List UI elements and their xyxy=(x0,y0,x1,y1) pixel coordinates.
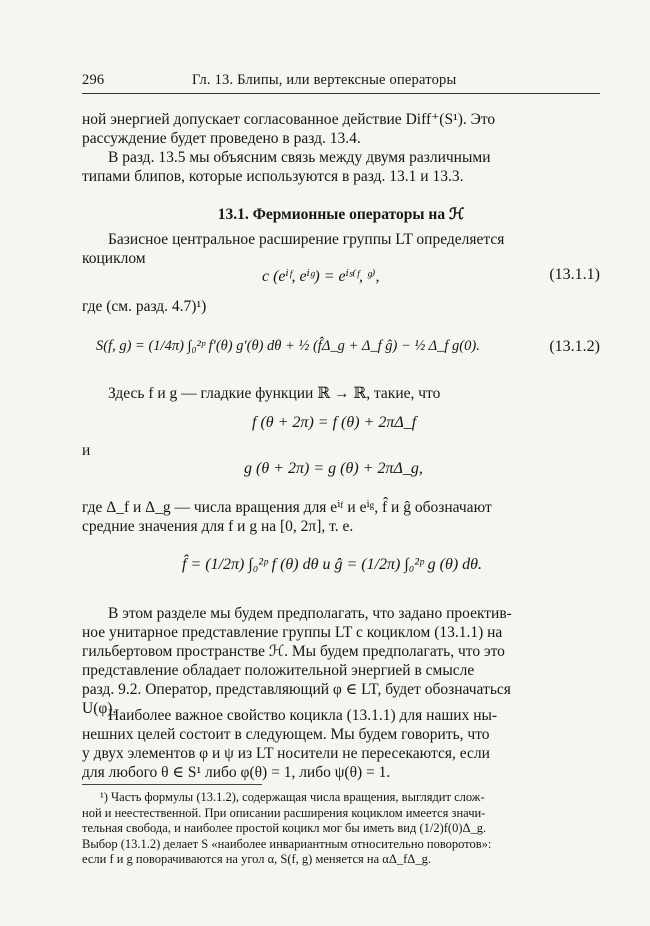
section-heading: 13.1. Фермионные операторы на ℋ xyxy=(217,206,465,223)
equation-number: (13.1.2) xyxy=(549,338,600,355)
equation-formula: f (θ + 2π) = f (θ) + 2πΔ_f xyxy=(252,414,417,431)
equation-g-periodicity xyxy=(82,460,600,482)
paragraph-cocycle-intro: Базисное центральное расширение группы LT определяется коциклом xyxy=(82,231,505,267)
footnote-rule xyxy=(82,784,262,785)
equation-formula: c (eⁱᶠ, eⁱᵍ) = eⁱˢ⁽ᶠ, ᵍ⁾, xyxy=(262,268,380,285)
equation-13-1-1 xyxy=(82,266,600,288)
equation-formula: f̂ = (1/2π) ∫₀²ᵖ f (θ) dθ и ĝ = (1/2π) ∫₀²ᵖ g (θ) dθ. xyxy=(182,556,482,573)
equation-mean-values xyxy=(82,556,600,582)
paragraph-cocycle-property: Наиболее важное свойство коцикла (13.1.1) для наших ны- нешних целей состоит в следующем. Мы будем говорить, что у двух элементов φ и ψ из LT носители не пересекаются, если для любого θ ∈ S¹ либо φ(θ) = 1, либо ψ(θ) = 1. xyxy=(82,707,498,781)
paragraph-continuation: ной энергией допускает согласованное действие Diff⁺(S¹). Это рассуждение будет проведено в разд. 13.4. xyxy=(82,111,496,147)
footnote: ¹) Часть формулы (13.1.2), содержащая числа вращения, выглядит слож- ной и неестественной. При описании расширения коциклом имеется значи- тельная свобода, и наиболее простой коцикл мог бы иметь вид (1/2)f(0)Δ_g. Выбор (13.1.2) делает S «наиболее инвариантным относительно поворотов»: если f и g поворачиваются на угол α, S(f, g) меняется на αΔ_fΔ_g. xyxy=(82,790,492,866)
page-number: 296 xyxy=(82,72,105,88)
equation-formula: S(f, g) = (1/4π) ∫₀²ᵖ f′(θ) g′(θ) dθ + ½ (f̂Δ_g + Δ_f ĝ) − ½ Δ_f g(0). xyxy=(96,338,480,354)
equation-13-1-2 xyxy=(82,338,600,364)
text-where: где (см. разд. 4.7)¹) xyxy=(82,298,207,315)
text-and: и xyxy=(82,442,91,459)
equation-number: (13.1.1) xyxy=(549,266,600,283)
paragraph-rotation-numbers: где Δ_f и Δ_g — числа вращения для eⁱᶠ и eⁱᵍ, f̂ и ĝ обозначают средние значения для f и g на [0, 2π], т. е. xyxy=(82,499,492,535)
paragraph-section-links: В разд. 13.5 мы объясним связь между двумя различными типами блипов, которые используются в разд. 13.1 и 13.3. xyxy=(82,149,491,185)
running-title: Гл. 13. Блипы, или вертексные операторы xyxy=(192,72,457,88)
paragraph-smooth-functions: Здесь f и g — гладкие функции ℝ → ℝ, такие, что xyxy=(108,385,441,402)
paragraph-representation: В этом разделе мы будем предполагать, что задано проектив- ное унитарное представление группы LT с коциклом (13.1.1) на гильбертовом пространстве ℋ. Мы будем предполагать, что это представление обладает положительной энергией в смысле разд. 9.2. Оператор, представляющий φ ∈ LT, будет обозначаться U(φ). xyxy=(82,605,512,717)
header-rule xyxy=(82,93,600,94)
equation-formula: g (θ + 2π) = g (θ) + 2πΔ_g, xyxy=(244,460,423,477)
equation-f-periodicity xyxy=(82,414,600,436)
